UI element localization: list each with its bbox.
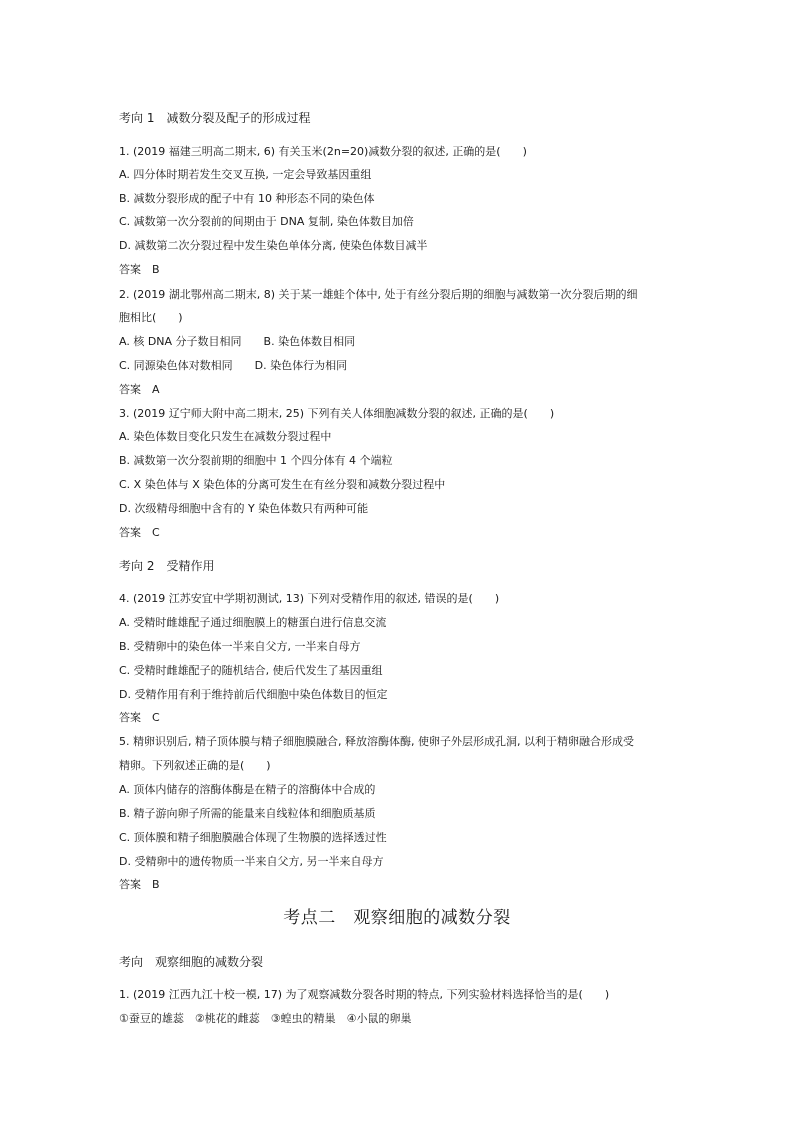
text-line: A. 四分体时期若发生交叉互换, 一定会导致基因重组 — [119, 168, 372, 181]
topic-heading: 考向 2 受精作用 — [119, 559, 215, 573]
text-line: D. 减数第二次分裂过程中发生染色单体分离, 使染色体数目减半 — [119, 239, 428, 252]
text-line: D. 受精卵中的遗传物质一半来自父方, 另一半来自母方 — [119, 855, 384, 868]
text-line: B. 减数第一次分裂前期的细胞中 1 个四分体有 4 个端粒 — [119, 454, 393, 467]
answer-line: 答案 C — [119, 526, 160, 539]
text-line: 1. (2019 江西九江十校一模, 17) 为了观察减数分裂各时期的特点, 下列实验材料选择恰当的是( ) — [119, 988, 610, 1001]
text-line: C. 减数第一次分裂前的间期由于 DNA 复制, 染色体数目加倍 — [119, 215, 414, 228]
text-line: A. 受精时雌雄配子通过细胞膜上的糖蛋白进行信息交流 — [119, 616, 387, 629]
text-line: A. 核 DNA 分子数目相同 B. 染色体数目相同 — [119, 335, 356, 348]
text-line: 2. (2019 湖北鄂州高二期末, 8) 关于某一雄蛙个体中, 处于有丝分裂后期的细胞与减数第一次分裂后期的细 — [119, 288, 638, 301]
topic-heading: 考向 1 减数分裂及配子的形成过程 — [119, 111, 311, 125]
text-line: C. X 染色体与 X 染色体的分离可发生在有丝分裂和减数分裂过程中 — [119, 478, 446, 491]
text-line: C. 同源染色体对数相同 D. 染色体行为相同 — [119, 359, 348, 372]
text-line: D. 次级精母细胞中含有的 Y 染色体数只有两种可能 — [119, 502, 369, 515]
text-line: 精卵。下列叙述正确的是( ) — [119, 759, 271, 772]
text-line: B. 精子游向卵子所需的能量来自线粒体和细胞质基质 — [119, 807, 376, 820]
text-line: A. 顶体内储存的溶酶体酶是在精子的溶酶体中合成的 — [119, 783, 376, 796]
answer-line: 答案 B — [119, 263, 160, 276]
text-line: 4. (2019 江苏安宜中学期初测试, 13) 下列对受精作用的叙述, 错误的是( ) — [119, 592, 500, 605]
text-line: C. 顶体膜和精子细胞膜融合体现了生物膜的选择透过性 — [119, 831, 387, 844]
text-line: B. 受精卵中的染色体一半来自父方, 一半来自母方 — [119, 640, 361, 653]
text-line: ①蚕豆的雄蕊 ②桃花的雌蕊 ③蝗虫的精巢 ④小鼠的卵巢 — [119, 1012, 412, 1025]
text-line: C. 受精时雌雄配子的随机结合, 使后代发生了基因重组 — [119, 664, 383, 677]
answer-line: 答案 C — [119, 711, 160, 724]
answer-line: 答案 B — [119, 878, 160, 891]
text-line: 3. (2019 辽宁师大附中高二期末, 25) 下列有关人体细胞减数分裂的叙述, 正确的是( ) — [119, 407, 555, 420]
text-line: 胞相比( ) — [119, 311, 183, 324]
text-line: A. 染色体数目变化只发生在减数分裂过程中 — [119, 430, 332, 443]
section-title: 考点二 观察细胞的减数分裂 — [283, 908, 511, 928]
text-line: B. 减数分裂形成的配子中有 10 种形态不同的染色体 — [119, 192, 375, 205]
answer-line: 答案 A — [119, 383, 160, 396]
text-line: D. 受精作用有利于维持前后代细胞中染色体数目的恒定 — [119, 688, 388, 701]
topic-heading: 考向 观察细胞的减数分裂 — [119, 955, 264, 969]
text-line: 5. 精卵识别后, 精子顶体膜与精子细胞膜融合, 释放溶酶体酶, 使卵子外层形成孔洞, 以利于精卵融合形成受 — [119, 735, 634, 748]
text-line: 1. (2019 福建三明高二期末, 6) 有关玉米(2n=20)减数分裂的叙述, 正确的是( ) — [119, 145, 527, 158]
